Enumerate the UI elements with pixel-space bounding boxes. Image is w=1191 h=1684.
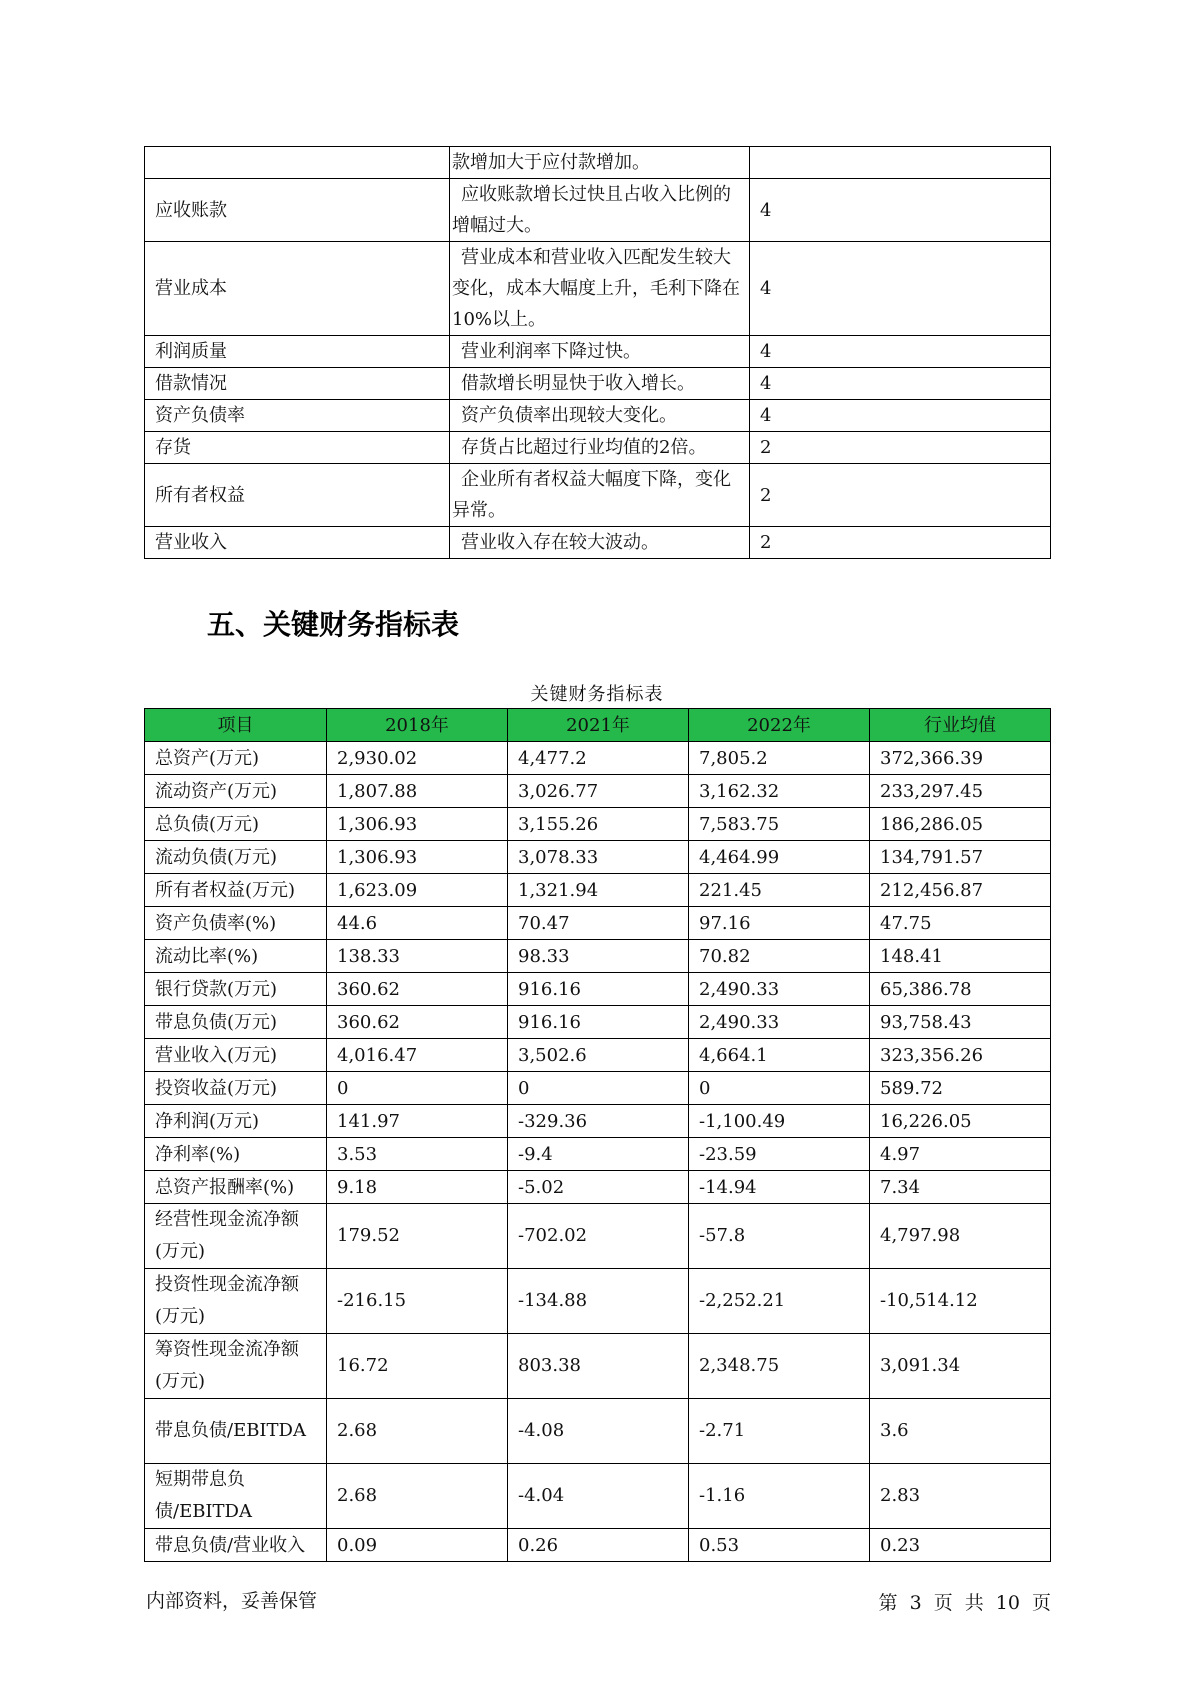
value-cell: 323,356.26	[870, 1039, 1051, 1072]
value-cell: 0	[689, 1072, 870, 1105]
value-cell: -2,252.21	[689, 1269, 870, 1334]
risk-row	[145, 147, 1051, 179]
indicator-name-cell: 银行贷款(万元)	[145, 973, 327, 1006]
value-cell: 360.62	[327, 973, 508, 1006]
risk-row	[145, 179, 1051, 242]
indicator-name-cell: 经营性现金流净额(万元)	[145, 1204, 327, 1269]
indicator-name-cell: 资产负债率(%)	[145, 907, 327, 940]
value-cell: -10,514.12	[870, 1269, 1051, 1334]
table-header-row	[145, 709, 1051, 742]
column-header: 2022年	[689, 709, 870, 742]
table-row	[145, 1006, 1051, 1039]
table-row	[145, 1399, 1051, 1464]
value-cell: 7,805.2	[689, 742, 870, 775]
value-cell: -216.15	[327, 1269, 508, 1334]
table-row	[145, 1464, 1051, 1529]
value-cell: 3,502.6	[508, 1039, 689, 1072]
risk-score-cell: 4	[750, 336, 1051, 368]
risk-description-cell: 营业成本和营业收入匹配发生较大变化，成本大幅度上升，毛利下降在10%以上。	[450, 242, 750, 336]
value-cell: 803.38	[508, 1334, 689, 1399]
indicator-name-cell: 流动资产(万元)	[145, 775, 327, 808]
value-cell: -2.71	[689, 1399, 870, 1464]
indicator-name-cell: 流动负债(万元)	[145, 841, 327, 874]
value-cell: 0.23	[870, 1529, 1051, 1562]
table-row	[145, 1072, 1051, 1105]
value-cell: 589.72	[870, 1072, 1051, 1105]
risk-row	[145, 464, 1051, 527]
table-row	[145, 1138, 1051, 1171]
risk-item-cell: 借款情况	[145, 368, 450, 400]
value-cell: 186,286.05	[870, 808, 1051, 841]
value-cell: 0	[508, 1072, 689, 1105]
value-cell: 3,155.26	[508, 808, 689, 841]
indicator-name-cell: 净利润(万元)	[145, 1105, 327, 1138]
value-cell: 3,078.33	[508, 841, 689, 874]
risk-indicator-table	[144, 146, 1051, 559]
value-cell: 4,664.1	[689, 1039, 870, 1072]
page-number: 第 3 页 共 10 页	[878, 1592, 1051, 1614]
risk-row	[145, 368, 1051, 400]
risk-item-cell: 营业收入	[145, 527, 450, 559]
value-cell: -5.02	[508, 1171, 689, 1204]
value-cell: 2,348.75	[689, 1334, 870, 1399]
value-cell: -134.88	[508, 1269, 689, 1334]
value-cell: -4.04	[508, 1464, 689, 1529]
risk-description-cell: 应收账款增长过快且占收入比例的增幅过大。	[450, 179, 750, 242]
table-row	[145, 1105, 1051, 1138]
column-header: 项目	[145, 709, 327, 742]
value-cell: 9.18	[327, 1171, 508, 1204]
indicator-name-cell: 总资产报酬率(%)	[145, 1171, 327, 1204]
value-cell: 4,797.98	[870, 1204, 1051, 1269]
column-header: 2018年	[327, 709, 508, 742]
value-cell: 221.45	[689, 874, 870, 907]
value-cell: 1,623.09	[327, 874, 508, 907]
value-cell: 16,226.05	[870, 1105, 1051, 1138]
value-cell: 1,306.93	[327, 808, 508, 841]
value-cell: 47.75	[870, 907, 1051, 940]
value-cell: 2.83	[870, 1464, 1051, 1529]
value-cell: -9.4	[508, 1138, 689, 1171]
indicator-name-cell: 短期带息负债/EBITDA	[145, 1464, 327, 1529]
value-cell: 3.6	[870, 1399, 1051, 1464]
risk-score-cell: 2	[750, 464, 1051, 527]
table-row	[145, 973, 1051, 1006]
risk-score-cell: 2	[750, 527, 1051, 559]
risk-description-cell: 资产负债率出现较大变化。	[450, 400, 750, 432]
risk-description-cell: 款增加大于应付款增加。	[450, 147, 750, 179]
value-cell: 97.16	[689, 907, 870, 940]
value-cell: 4,016.47	[327, 1039, 508, 1072]
indicator-name-cell: 流动比率(%)	[145, 940, 327, 973]
value-cell: 916.16	[508, 1006, 689, 1039]
value-cell: 233,297.45	[870, 775, 1051, 808]
value-cell: 65,386.78	[870, 973, 1051, 1006]
value-cell: 2.68	[327, 1399, 508, 1464]
table-row	[145, 907, 1051, 940]
indicator-name-cell: 筹资性现金流净额(万元)	[145, 1334, 327, 1399]
value-cell: 7,583.75	[689, 808, 870, 841]
risk-item-cell: 利润质量	[145, 336, 450, 368]
value-cell: -4.08	[508, 1399, 689, 1464]
table-row	[145, 775, 1051, 808]
value-cell: 4.97	[870, 1138, 1051, 1171]
table-row	[145, 808, 1051, 841]
value-cell: 1,306.93	[327, 841, 508, 874]
value-cell: 3.53	[327, 1138, 508, 1171]
risk-score-cell: 4	[750, 400, 1051, 432]
value-cell: 179.52	[327, 1204, 508, 1269]
value-cell: 98.33	[508, 940, 689, 973]
value-cell: 7.34	[870, 1171, 1051, 1204]
risk-score-cell	[750, 147, 1051, 179]
risk-row	[145, 400, 1051, 432]
indicator-name-cell: 带息负债/EBITDA	[145, 1399, 327, 1464]
risk-row	[145, 432, 1051, 464]
value-cell: 0.26	[508, 1529, 689, 1562]
value-cell: 4,477.2	[508, 742, 689, 775]
table-row	[145, 742, 1051, 775]
table-row	[145, 940, 1051, 973]
value-cell: -702.02	[508, 1204, 689, 1269]
risk-description-cell: 企业所有者权益大幅度下降，变化异常。	[450, 464, 750, 527]
value-cell: 2,490.33	[689, 973, 870, 1006]
value-cell: 148.41	[870, 940, 1051, 973]
indicator-name-cell: 总资产(万元)	[145, 742, 327, 775]
risk-item-cell: 应收账款	[145, 179, 450, 242]
table-row	[145, 1334, 1051, 1399]
indicator-name-cell: 所有者权益(万元)	[145, 874, 327, 907]
value-cell: 141.97	[327, 1105, 508, 1138]
table-row	[145, 1529, 1051, 1562]
risk-description-cell: 营业收入存在较大波动。	[450, 527, 750, 559]
value-cell: 2,490.33	[689, 1006, 870, 1039]
value-cell: -57.8	[689, 1204, 870, 1269]
risk-item-cell: 所有者权益	[145, 464, 450, 527]
value-cell: -1.16	[689, 1464, 870, 1529]
table-row	[145, 841, 1051, 874]
risk-score-cell: 2	[750, 432, 1051, 464]
value-cell: 16.72	[327, 1334, 508, 1399]
risk-item-cell: 存货	[145, 432, 450, 464]
value-cell: 3,162.32	[689, 775, 870, 808]
table-row	[145, 1039, 1051, 1072]
risk-description-cell: 存货占比超过行业均值的2倍。	[450, 432, 750, 464]
value-cell: 372,366.39	[870, 742, 1051, 775]
value-cell: 134,791.57	[870, 841, 1051, 874]
value-cell: -14.94	[689, 1171, 870, 1204]
value-cell: 0	[327, 1072, 508, 1105]
column-header: 行业均值	[870, 709, 1051, 742]
indicator-name-cell: 净利率(%)	[145, 1138, 327, 1171]
value-cell: 0.09	[327, 1529, 508, 1562]
risk-item-cell	[145, 147, 450, 179]
risk-item-cell: 资产负债率	[145, 400, 450, 432]
financial-indicator-table	[144, 708, 1051, 1562]
risk-row	[145, 242, 1051, 336]
value-cell: 0.53	[689, 1529, 870, 1562]
value-cell: 138.33	[327, 940, 508, 973]
risk-item-cell: 营业成本	[145, 242, 450, 336]
indicator-name-cell: 带息负债(万元)	[145, 1006, 327, 1039]
indicator-name-cell: 带息负债/营业收入	[145, 1529, 327, 1562]
value-cell: -23.59	[689, 1138, 870, 1171]
value-cell: 1,321.94	[508, 874, 689, 907]
indicator-name-cell: 营业收入(万元)	[145, 1039, 327, 1072]
indicator-name-cell: 总负债(万元)	[145, 808, 327, 841]
value-cell: 916.16	[508, 973, 689, 1006]
value-cell: 70.82	[689, 940, 870, 973]
risk-row	[145, 527, 1051, 559]
table-row	[145, 874, 1051, 907]
column-header: 2021年	[508, 709, 689, 742]
value-cell: 3,091.34	[870, 1334, 1051, 1399]
risk-score-cell: 4	[750, 368, 1051, 400]
value-cell: 70.47	[508, 907, 689, 940]
value-cell: -1,100.49	[689, 1105, 870, 1138]
table-caption: 关键财务指标表	[530, 684, 664, 705]
value-cell: 360.62	[327, 1006, 508, 1039]
table-row	[145, 1204, 1051, 1269]
risk-description-cell: 借款增长明显快于收入增长。	[450, 368, 750, 400]
indicator-name-cell: 投资收益(万元)	[145, 1072, 327, 1105]
value-cell: 1,807.88	[327, 775, 508, 808]
risk-score-cell: 4	[750, 242, 1051, 336]
value-cell: 93,758.43	[870, 1006, 1051, 1039]
risk-row	[145, 336, 1051, 368]
value-cell: 44.6	[327, 907, 508, 940]
indicator-name-cell: 投资性现金流净额(万元)	[145, 1269, 327, 1334]
table-row	[145, 1171, 1051, 1204]
value-cell: 212,456.87	[870, 874, 1051, 907]
confidential-notice: 内部资料，妥善保管	[146, 1590, 318, 1612]
risk-description-cell: 营业利润率下降过快。	[450, 336, 750, 368]
value-cell: 2.68	[327, 1464, 508, 1529]
risk-score-cell: 4	[750, 179, 1051, 242]
value-cell: 4,464.99	[689, 841, 870, 874]
table-row	[145, 1269, 1051, 1334]
value-cell: -329.36	[508, 1105, 689, 1138]
value-cell: 2,930.02	[327, 742, 508, 775]
section-heading: 五、关键财务指标表	[207, 608, 460, 641]
value-cell: 3,026.77	[508, 775, 689, 808]
